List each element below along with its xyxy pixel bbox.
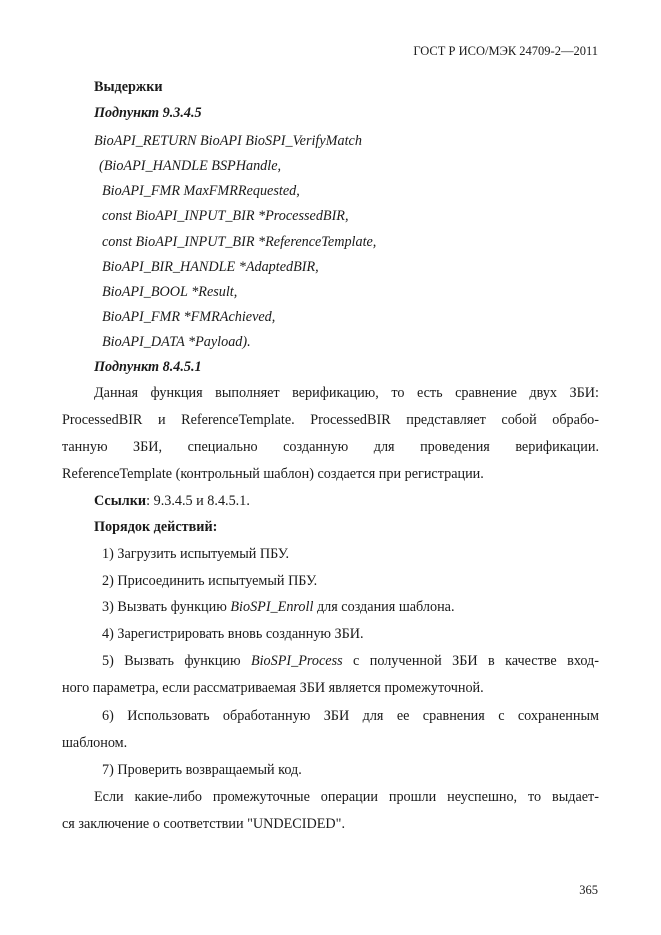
section-title-8-4-5-1: Подпункт 8.4.5.1	[94, 359, 202, 375]
procedure-step-4: 4) Зарегистрировать вновь созданную ЗБИ.	[102, 626, 364, 642]
description-line: Данная функция выполняет верификацию, то есть сравнение двух ЗБИ:	[94, 385, 599, 401]
step-text: 3) Вызвать функцию	[102, 599, 231, 615]
code-line: BioAPI_FMR *FMRAchieved,	[102, 309, 276, 325]
procedure-step-6-cont: шаблоном.	[62, 735, 128, 751]
procedure-step-1: 1) Загрузить испытуемый ПБУ.	[102, 546, 290, 562]
code-line: BioAPI_FMR MaxFMRRequested,	[102, 183, 300, 199]
procedure-step-5-cont: ного параметра, если рассматриваемая ЗБИ является промежуточной.	[62, 680, 484, 696]
procedure-step-6: 6) Использовать обработанную ЗБИ для ее сравнения с сохраненным	[102, 708, 599, 724]
procedure-step-7: 7) Проверить возвращаемый код.	[102, 762, 302, 778]
conclusion-line: Если какие-либо промежуточные операции прошли неуспешно, то выдает-	[94, 789, 599, 805]
references-line	[94, 492, 250, 510]
document-header: ГОСТ Р ИСО/МЭК 24709-2—2011	[413, 44, 598, 58]
step-text: с полученной ЗБИ в качестве вход-	[342, 653, 599, 669]
procedure-step-2: 2) Присоединить испытуемый ПБУ.	[102, 573, 318, 589]
procedure-step-5	[102, 652, 599, 670]
code-line: BioAPI_BIR_HANDLE *AdaptedBIR,	[102, 259, 319, 275]
function-name: BioSPI_Enroll	[230, 599, 314, 615]
code-line: (BioAPI_HANDLE BSPHandle,	[99, 158, 282, 174]
section-title-9-3-4-5: Подпункт 9.3.4.5	[94, 105, 202, 121]
step-text: для создания шаблона.	[313, 599, 455, 615]
code-line: BioAPI_DATA *Payload).	[102, 334, 251, 350]
excerpts-title: Выдержки	[94, 79, 163, 95]
references-value: : 9.3.4.5 и 8.4.5.1.	[146, 493, 250, 509]
function-name: BioSPI_Process	[250, 653, 343, 669]
page-number: 365	[579, 883, 598, 897]
description-line: ProcessedBIR и ReferenceTemplate. ProcessedBIR представляет собой обрабо-	[62, 412, 599, 428]
description-line: ReferenceTemplate (контрольный шаблон) создается при регистрации.	[62, 466, 484, 482]
step-text: 5) Вызвать функцию	[102, 653, 251, 669]
code-line: BioAPI_RETURN BioAPI BioSPI_VerifyMatch	[94, 133, 362, 149]
conclusion-line: ся заключение о соответствии "UNDECIDED".	[62, 816, 345, 832]
code-line: const BioAPI_INPUT_BIR *ReferenceTemplate,	[102, 234, 377, 250]
description-line: танную ЗБИ, специально созданную для проведения верификации.	[62, 439, 599, 455]
procedure-step-3	[102, 598, 455, 616]
procedure-title: Порядок действий:	[94, 519, 218, 535]
code-line: BioAPI_BOOL *Result,	[102, 284, 238, 300]
code-line: const BioAPI_INPUT_BIR *ProcessedBIR,	[102, 208, 349, 224]
references-label: Ссылки	[94, 493, 147, 509]
